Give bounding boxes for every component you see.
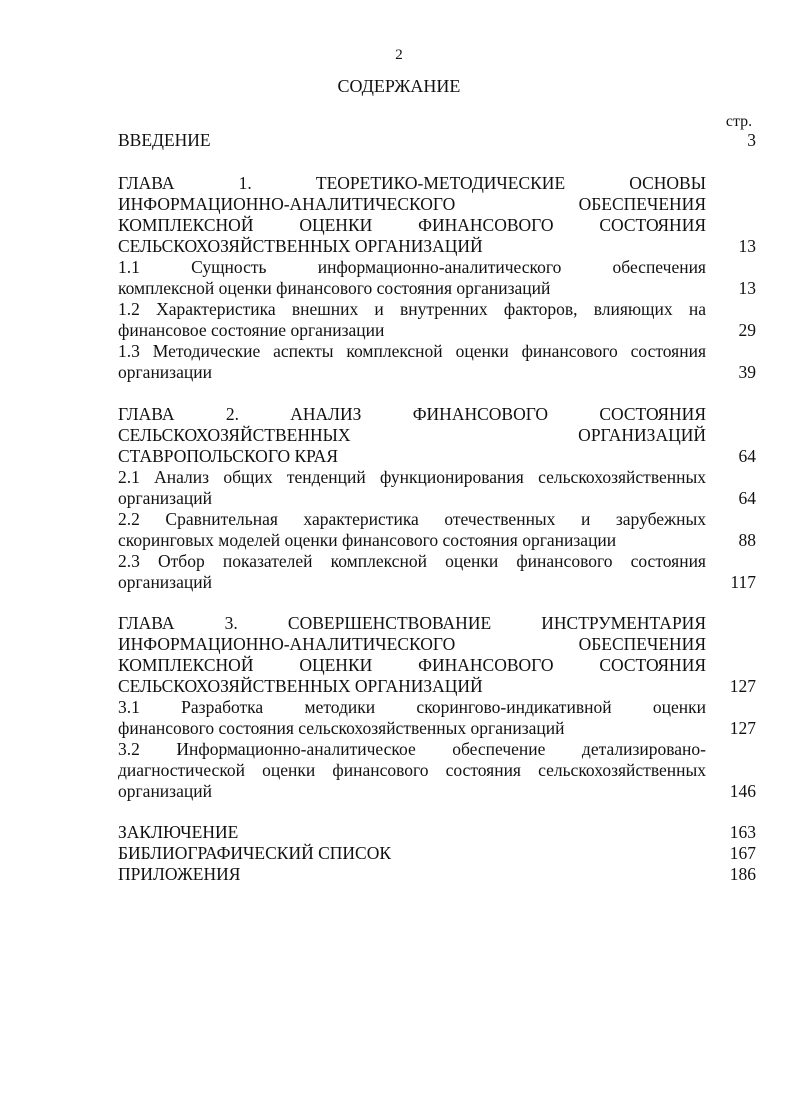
chapter-3-title-line[interactable]: КОМПЛЕКСНОЙ ОЦЕНКИ ФИНАНСОВОГО СОСТОЯНИЯ	[118, 655, 706, 675]
section-1-3-line[interactable]: 1.3 Методические аспекты комплексной оценки финансового состояния	[118, 341, 706, 361]
toc-intro-page: 3	[747, 130, 756, 150]
section-1-1-page: 13	[738, 278, 756, 298]
toc-intro[interactable]: ВВЕДЕНИЕ	[118, 130, 211, 150]
section-2-3-line[interactable]: 2.3 Отбор показателей комплексной оценки финансового состояния	[118, 551, 706, 571]
toc-conclusion-page: 163	[729, 822, 756, 842]
chapter-3-title-line[interactable]: ГЛАВА 3. СОВЕРШЕНСТВОВАНИЕ ИНСТРУМЕНТАРИЯ	[118, 613, 706, 633]
page-title: СОДЕРЖАНИЕ	[337, 76, 461, 96]
section-1-2-line[interactable]: финансовое состояние организации	[118, 320, 385, 340]
chapter-2-title-line[interactable]: ГЛАВА 2. АНАЛИЗ ФИНАНСОВОГО СОСТОЯНИЯ	[118, 404, 706, 424]
section-2-2-page: 88	[738, 530, 756, 550]
section-2-2-line[interactable]: скоринговых моделей оценки финансового состояния организации	[118, 530, 617, 550]
section-1-3-line[interactable]: организации	[118, 362, 212, 382]
chapter-1-title-line[interactable]: ИНФОРМАЦИОННО-АНАЛИТИЧЕСКОГО ОБЕСПЕЧЕНИЯ	[118, 194, 706, 214]
chapter-1-title-line[interactable]: ГЛАВА 1. ТЕОРЕТИКО-МЕТОДИЧЕСКИЕ ОСНОВЫ	[118, 173, 706, 193]
toc-conclusion[interactable]: ЗАКЛЮЧЕНИЕ	[118, 822, 239, 842]
section-2-3-page: 117	[730, 572, 756, 592]
section-2-1-page: 64	[738, 488, 756, 508]
chapter-2-title-line[interactable]: СТАВРОПОЛЬСКОГО КРАЯ	[118, 446, 338, 466]
chapter-3-page: 127	[729, 676, 756, 696]
section-3-2-line[interactable]: диагностической оценки финансового состояния сельскохозяйственных	[118, 760, 706, 780]
chapter-3-title-line[interactable]: СЕЛЬСКОХОЗЯЙСТВЕННЫХ ОРГАНИЗАЦИЙ	[118, 676, 483, 696]
section-1-2-line[interactable]: 1.2 Характеристика внешних и внутренних факторов, влияющих на	[118, 299, 706, 319]
section-2-2-line[interactable]: 2.2 Сравнительная характеристика отечественных и зарубежных	[118, 509, 706, 529]
section-3-2-line[interactable]: организаций	[118, 781, 212, 801]
toc-appendices[interactable]: ПРИЛОЖЕНИЯ	[118, 864, 241, 884]
chapter-1-title-line[interactable]: КОМПЛЕКСНОЙ ОЦЕНКИ ФИНАНСОВОГО СОСТОЯНИЯ	[118, 215, 706, 235]
section-3-1-page: 127	[729, 718, 756, 738]
page-number: 2	[395, 47, 403, 63]
toc-appendices-page: 186	[729, 864, 756, 884]
section-3-2-line[interactable]: 3.2 Информационно-аналитическое обеспечение детализировано-	[118, 739, 706, 759]
chapter-3-title-line[interactable]: ИНФОРМАЦИОННО-АНАЛИТИЧЕСКОГО ОБЕСПЕЧЕНИЯ	[118, 634, 706, 654]
toc-bibliography[interactable]: БИБЛИОГРАФИЧЕСКИЙ СПИСОК	[118, 843, 392, 863]
chapter-1-title-line[interactable]: СЕЛЬСКОХОЗЯЙСТВЕННЫХ ОРГАНИЗАЦИЙ	[118, 236, 483, 256]
section-3-1-line[interactable]: финансового состояния сельскохозяйственных организаций	[118, 718, 565, 738]
chapter-2-title-line[interactable]: СЕЛЬСКОХОЗЯЙСТВЕННЫХ ОРГАНИЗАЦИЙ	[118, 425, 706, 445]
toc-bibliography-page: 167	[729, 843, 756, 863]
section-1-3-page: 39	[738, 362, 756, 382]
pages-column-header: стр.	[725, 113, 753, 130]
chapter-2-page: 64	[738, 446, 756, 466]
section-2-1-line[interactable]: 2.1 Анализ общих тенденций функционирования сельскохозяйственных	[118, 467, 706, 487]
section-2-3-line[interactable]: организаций	[118, 572, 212, 592]
section-1-1-line[interactable]: 1.1 Сущность информационно-аналитического обеспечения	[118, 257, 706, 277]
section-3-2-page: 146	[729, 781, 756, 801]
section-3-1-line[interactable]: 3.1 Разработка методики скорингово-индикативной оценки	[118, 697, 706, 717]
chapter-1-page: 13	[738, 236, 756, 256]
section-2-1-line[interactable]: организаций	[118, 488, 212, 508]
section-1-1-line[interactable]: комплексной оценки финансового состояния организаций	[118, 278, 551, 298]
section-1-2-page: 29	[738, 320, 756, 340]
